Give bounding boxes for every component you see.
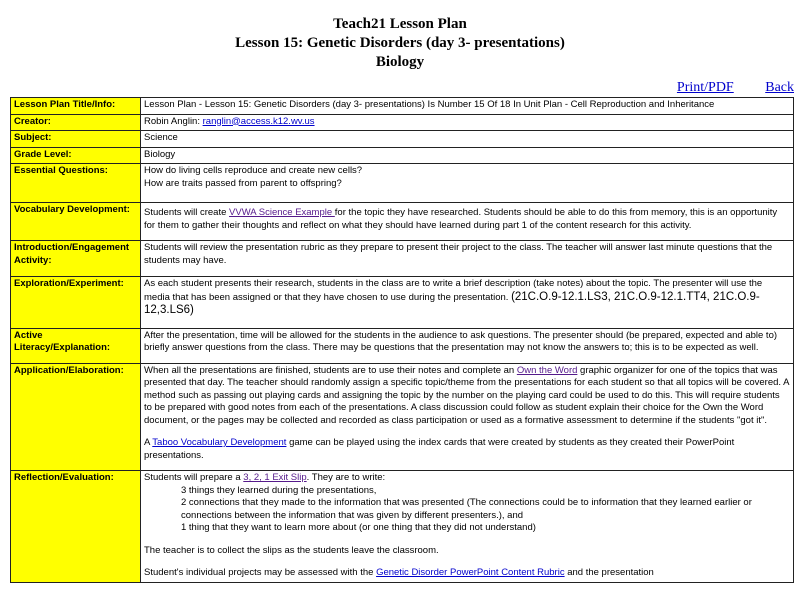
value-literacy: After the presentation, time will be allowed for the students in the audience to ask questions. The presenter should (be prepared, expected and able to) briefly answer questions from the class. There may be questions that the presentation may not know the answers to; this is to be expected as well.	[141, 328, 794, 363]
value-essential-questions	[141, 164, 794, 203]
exploration-text: As each student presents their research, students in the class are to write a brief description (take notes) about the topic. The presenter will use the media that has been assigned or that they have chosen to use during the presentation.	[144, 278, 763, 303]
spacer	[144, 535, 790, 545]
exit-slip-link[interactable]: 3, 2, 1 Exit Slip	[243, 472, 307, 483]
reflection-item-3: 1 thing that they want to learn more about (or one thing that they did not understand)	[181, 522, 536, 533]
value-grade: Biology	[141, 147, 794, 164]
row-application	[11, 363, 794, 471]
label-subject: Subject:	[11, 131, 141, 148]
exploration-standards: (21C.O.9-12.1.LS3, 21C.O.9-12.1.TT4, 21C.O.9-12,3.LS6)	[144, 290, 760, 316]
taboo-vocabulary-link[interactable]: Taboo Vocabulary Development	[152, 437, 287, 448]
row-introduction	[11, 241, 794, 277]
reflection-text-a: Students will prepare a	[144, 472, 244, 483]
back-link[interactable]: Back	[765, 80, 794, 95]
value-application	[141, 363, 794, 471]
row-vocabulary	[11, 203, 794, 241]
value-title: Lesson Plan - Lesson 15: Genetic Disorders (day 3- presentations) Is Number 15 Of 18 In Unit Plan - Cell Reproduction and Inheritance	[141, 98, 794, 115]
vocab-text-after: for the topic they have researched. Students should be able to do this from memory, this is an opportunity for them to gather their thoughts and reflect on what they should have learned during part 1 of the content research for this activity.	[144, 207, 778, 231]
course-title: Biology	[375, 54, 425, 70]
vocab-text-before: Students will create	[144, 207, 230, 218]
row-title	[11, 98, 794, 115]
application-text-2a: A	[144, 437, 153, 448]
essential-question-2: How are traits passed from parent to offspring?	[144, 177, 342, 189]
lesson-plan-table	[10, 97, 794, 583]
essential-question-1: How do living cells reproduce and create new cells?	[144, 165, 363, 176]
lesson-title: Lesson 15: Genetic Disorders (day 3- presentations)	[235, 35, 565, 51]
label-introduction: Introduction/Engagement Activity:	[11, 241, 141, 277]
site-title: Teach21 Lesson Plan	[333, 16, 467, 32]
own-the-word-link[interactable]: Own the Word	[516, 364, 578, 376]
application-paragraph-1	[144, 365, 790, 428]
value-vocabulary	[141, 203, 794, 241]
spacer	[144, 427, 790, 437]
row-reflection	[11, 471, 794, 583]
label-literacy: Active Literacy/Explanation:	[11, 328, 141, 363]
creator-email-link[interactable]: ranglin@access.k12.wv.us	[202, 115, 315, 127]
label-grade: Grade Level:	[11, 147, 141, 164]
value-creator	[141, 114, 794, 131]
row-creator	[11, 114, 794, 131]
reflection-text-b: . They are to write:	[306, 472, 386, 483]
reflection-assessment	[144, 567, 790, 580]
reflection-closing: The teacher is to collect the slips as the students leave the classroom.	[144, 544, 439, 556]
top-links	[649, 80, 794, 96]
row-grade	[11, 147, 794, 164]
label-reflection: Reflection/Evaluation:	[11, 471, 141, 583]
row-exploration	[11, 277, 794, 329]
value-introduction: Students will review the presentation rubric as they prepare to present their project to the class. The teacher will answer last minute questions that the students may have.	[141, 241, 794, 277]
vvwa-science-example-link[interactable]: VVWA Science Example	[229, 207, 335, 218]
creator-name: Robin Anglin:	[144, 115, 203, 127]
page-header	[0, 0, 800, 72]
label-vocabulary: Vocabulary Development:	[11, 203, 141, 241]
value-reflection	[141, 471, 794, 583]
label-exploration: Exploration/Experiment:	[11, 277, 141, 329]
reflection-item-1: 3 things they learned during the presentations,	[181, 484, 377, 496]
application-text-1a: When all the presentations are finished, students are to use their notes and complete an	[144, 364, 517, 376]
label-title: Lesson Plan Title/Info:	[11, 98, 141, 115]
reflection-item-2: 2 connections that they made to the information that was presented (The connections could be to information that they learned earlier or connections between the information that was given by different presenters.), and	[181, 497, 752, 521]
content-rubric-link[interactable]: Genetic Disorder PowerPoint Content Rubric	[376, 567, 565, 578]
label-essential-questions: Essential Questions:	[11, 164, 141, 203]
row-literacy	[11, 328, 794, 363]
print-pdf-link[interactable]: Print/PDF	[676, 80, 734, 95]
label-application: Application/Elaboration:	[11, 363, 141, 471]
label-creator: Creator:	[11, 114, 141, 131]
application-text-2b: game can be played using the index cards that were created by students as they created their PowerPoint presentations.	[144, 437, 735, 461]
reflection-intro	[144, 472, 790, 485]
row-subject	[11, 131, 794, 148]
value-subject: Science	[141, 131, 794, 148]
value-exploration	[141, 277, 794, 329]
application-paragraph-2	[144, 437, 790, 462]
spacer	[144, 557, 790, 567]
application-text-1b: graphic organizer for one of the topics that was presented that day. The teacher should randomly assign a specific topic/theme from the presentations for each student so that all topics will be covered. A method such as passing out playing cards and assigning the topic by the number on the playing card could be used to do this. This will require students to be prepared with good notes from each of the presentations. A class discussion could follow as student explain their choice for the Own the Word document, or the pages may be collected and recorded as class participation or used as a formative assessment to determine if the students "got it".	[144, 364, 789, 426]
row-essential-questions	[11, 164, 794, 203]
assessment-text-a: Student's individual projects may be assessed with the	[144, 567, 377, 578]
assessment-text-b: and the presentation	[564, 567, 654, 578]
